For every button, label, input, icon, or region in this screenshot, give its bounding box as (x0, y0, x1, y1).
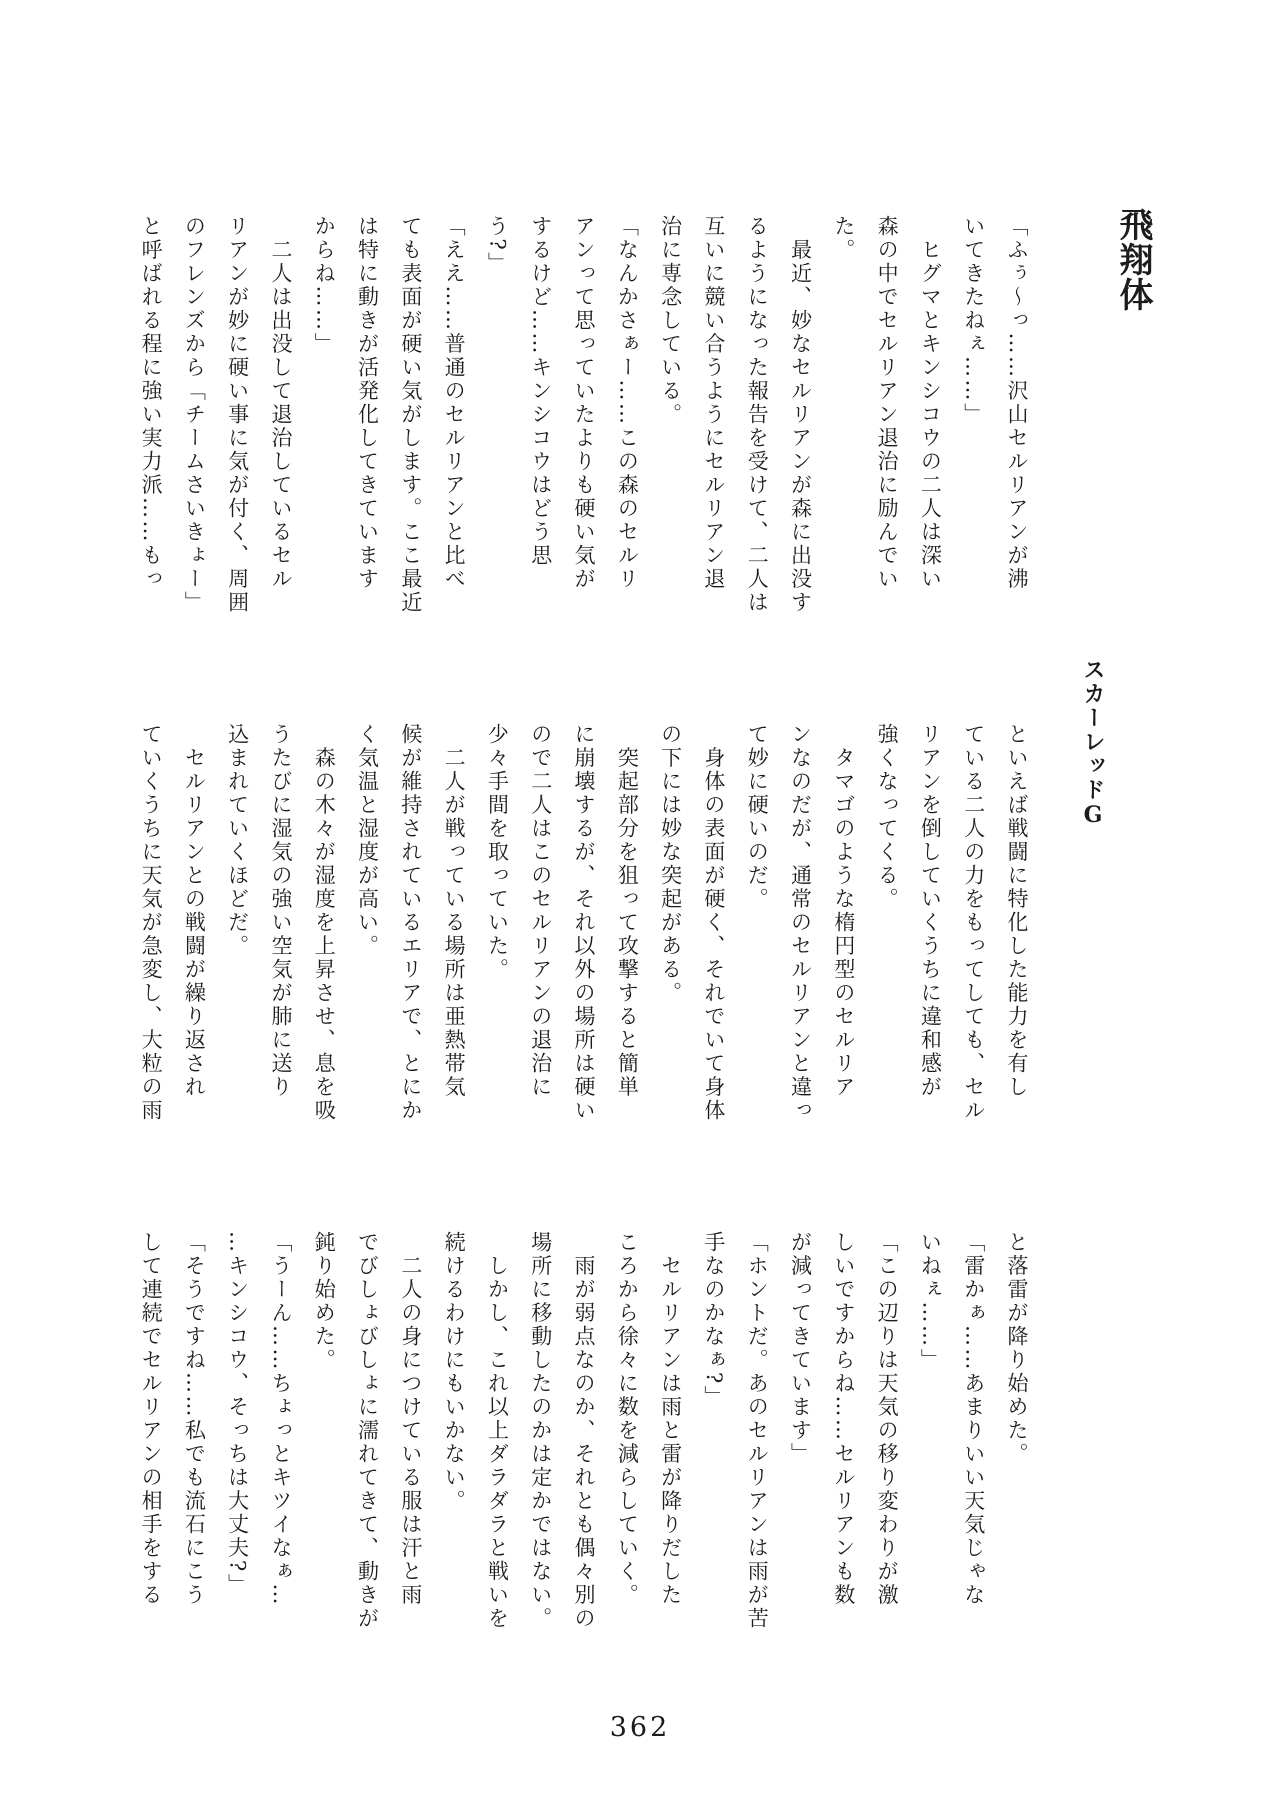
text-column: ても表面が硬い気がします。ここ最近 (398, 215, 423, 615)
text-column: ので二人はこのセルリアンの退治に (528, 723, 553, 1099)
text-column: リアンを倒していくうちに違和感が (918, 723, 943, 1099)
text-column: 「雷かぁ……あまりいい天気じゃな (961, 1231, 986, 1607)
text-column: するけど……キンシコウはどう思 (528, 215, 553, 568)
text-column: の下には妙な突起がある。 (658, 723, 683, 1005)
text-column: 「ふぅ〜っ……沢山セルリアンが沸 (1005, 215, 1029, 591)
text-column: と落雷が降り始めた。 (1005, 1231, 1029, 1466)
text-band-top (126, 215, 1038, 617)
text-column: るようになった報告を受けて、二人は (745, 215, 770, 615)
text-column: 少々手間を取っていた。 (485, 723, 510, 982)
text-column: 身体の表面が硬く、それでいて身体 (701, 723, 726, 1123)
text-band-middle (126, 723, 1038, 1125)
text-column: うたびに湿気の強い空気が肺に送り (268, 723, 293, 1099)
text-column: タマゴのような楕円型のセルリア (831, 723, 856, 1099)
text-column: セルリアンとの戦闘が繰り返され (182, 723, 207, 1099)
page-number: 362 (609, 1712, 671, 1743)
text-column: しいですからね……セルリアンも数 (831, 1231, 856, 1607)
text-column: 手なのかなぁ?」 (701, 1231, 726, 1410)
text-column: ンなのだが、通常のセルリアンと違っ (788, 723, 813, 1123)
text-column: て妙に硬いのだ。 (745, 723, 770, 911)
text-column: でびしょびしょに濡れてきて、動きが (355, 1231, 380, 1631)
text-column: 森の木々が湿度を上昇させ、息を吸 (312, 723, 337, 1123)
author-name: スカーレッドG (1080, 658, 1106, 830)
text-band-bottom (126, 1231, 1038, 1633)
text-column: 「ええ……普通のセルリアンと比べ (442, 215, 467, 591)
text-column: ていくうちに天気が急変し、大粒の雨 (139, 723, 164, 1123)
text-column: 治に専念している。 (658, 215, 683, 427)
text-column: しかし、これ以上ダラダラと戦いを (485, 1231, 510, 1631)
text-column: 突起部分を狙って攻撃すると簡単 (615, 723, 640, 1099)
text-column: 森の中でセルリアン退治に励んでい (875, 215, 900, 591)
text-column: のフレンズから「チームさいきょー」 (182, 215, 207, 615)
text-column: 「ホントだ。あのセルリアンは雨が苦 (745, 1231, 770, 1631)
text-column: リアンが妙に硬い事に気が付く、周囲 (225, 215, 250, 615)
text-column: は特に動きが活発化してきています (355, 215, 380, 591)
text-column: セルリアンは雨と雷が降りだした (658, 1231, 683, 1607)
text-column: が減ってきています」 (788, 1231, 813, 1466)
text-column: いてきたねぇ……」 (961, 215, 986, 427)
text-column: 鈍り始めた。 (312, 1231, 337, 1372)
text-column: 互いに競い合うようにセルリアン退 (701, 215, 726, 591)
text-column: 強くなってくる。 (875, 723, 900, 911)
text-column: ころから徐々に数を減らしていく。 (615, 1231, 640, 1607)
text-column: ヒグマとキンシコウの二人は深い (918, 215, 943, 591)
text-column: く気温と湿度が高い。 (355, 723, 380, 958)
text-column: 「そうですね……私でも流石にこう (182, 1231, 207, 1607)
text-column: 「うーん……ちょっとキツイなぁ… (268, 1231, 293, 1607)
text-column: 「この辺りは天気の移り変わりが激 (875, 1231, 900, 1607)
story-title: 飛翔体 (1113, 207, 1153, 312)
text-column: 込まれていくほどだ。 (225, 723, 250, 958)
text-column: からね……」 (312, 215, 337, 356)
text-column: う?」 (485, 215, 510, 276)
text-column: といえば戦闘に特化した能力を有し (1005, 723, 1029, 1099)
text-column: た。 (831, 215, 856, 262)
text-column: と呼ばれる程に強い実力派……もっ (139, 215, 164, 591)
text-column: 場所に移動したのかは定かではない。 (528, 1231, 553, 1631)
text-column: 「なんかさぁー……この森のセルリ (615, 215, 640, 591)
text-column: ている二人の力をもってしても、セル (961, 723, 986, 1123)
text-column: 最近、妙なセルリアンが森に出没す (788, 215, 813, 615)
text-column: …キンシコウ、そっちは大丈夫?」 (225, 1231, 250, 1598)
text-column: 二人は出没して退治しているセル (268, 215, 293, 591)
text-column: 二人の身につけている服は汗と雨 (398, 1231, 423, 1607)
text-column: 二人が戦っている場所は亜熱帯気 (442, 723, 467, 1099)
text-column: に崩壊するが、それ以外の場所は硬い (572, 723, 597, 1123)
text-column: 続けるわけにもいかない。 (442, 1231, 467, 1513)
text-column: アンって思っていたよりも硬い気が (572, 215, 597, 591)
text-column: いねぇ……」 (918, 1231, 943, 1372)
text-column: して連続でセルリアンの相手をする (139, 1231, 164, 1607)
text-column: 雨が弱点なのか、それとも偶々別の (572, 1231, 597, 1631)
text-column: 候が維持されているエリアで、とにか (398, 723, 423, 1123)
